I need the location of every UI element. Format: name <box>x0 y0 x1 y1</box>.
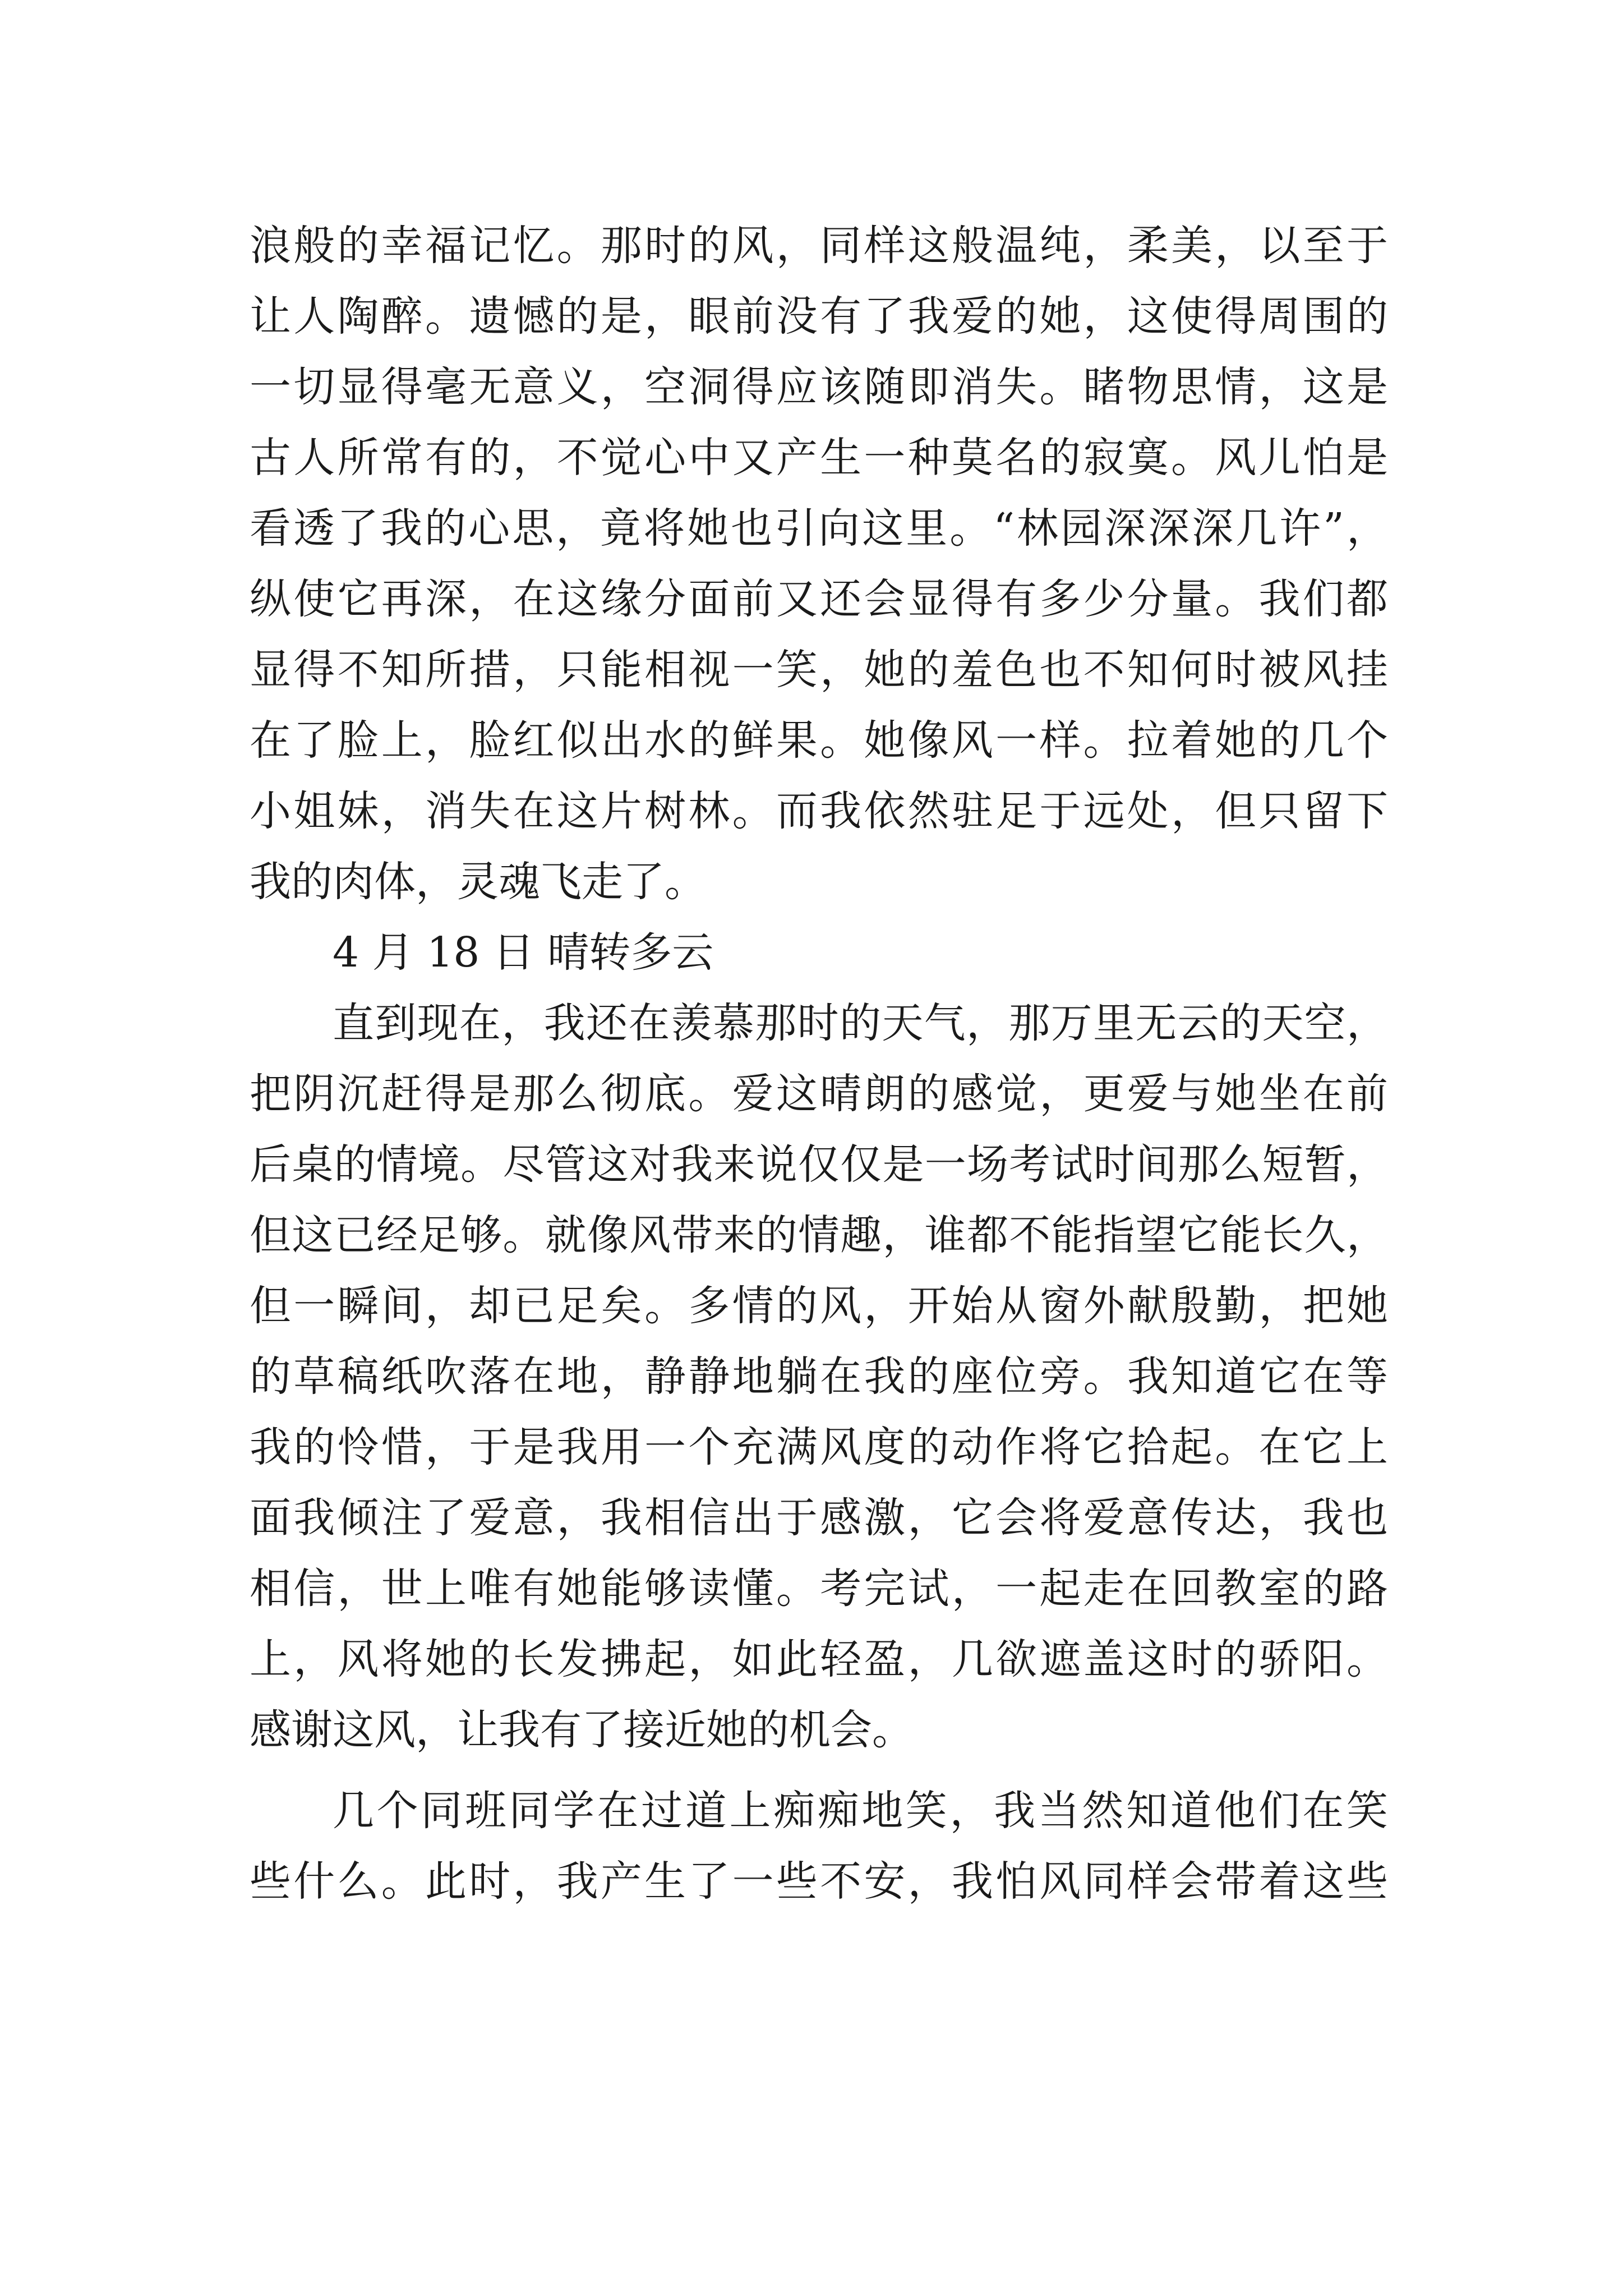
paragraph-gap <box>250 1765 1388 1775</box>
paragraph-2 <box>250 988 1388 1765</box>
date-heading: 4 月 18 日 晴转多云 <box>333 928 714 977</box>
text-line: 我的怜惜，于是我用一个充满风度的动作将它拾起。在它上 <box>250 1423 1388 1471</box>
text-line: 一切显得毫无意义，空洞得应该随即消失。睹物思情，这是 <box>250 363 1388 411</box>
text-line: 小姐妹，消失在这片树林。而我依然驻足于远处，但只留下 <box>250 787 1388 835</box>
text-line: 后桌的情境。尽管这对我来说仅仅是一场考试时间那么短暂， <box>250 1140 1388 1189</box>
text-line: 但这已经足够。就像风带来的情趣，谁都不能指望它能长久， <box>250 1211 1388 1259</box>
text-line: 的草稿纸吹落在地，静静地躺在我的座位旁。我知道它在等 <box>250 1352 1388 1401</box>
document-body <box>250 210 1388 1917</box>
text-line: 我的肉体，灵魂飞走了。 <box>250 858 706 906</box>
text-line: 些什么。此时，我产生了一些不安，我怕风同样会带着这些 <box>250 1857 1388 1906</box>
text-line: 古人所常有的，不觉心中又产生一种莫名的寂寞。风儿怕是 <box>250 434 1388 482</box>
text-line: 显得不知所措，只能相视一笑，她的羞色也不知何时被风挂 <box>250 646 1388 694</box>
text-line: 几个同班同学在过道上痴痴地笑，我当然知道他们在笑 <box>333 1787 1388 1835</box>
text-line: 直到现在，我还在羡慕那时的天气，那万里无云的天空， <box>333 999 1388 1047</box>
text-line: 面我倾注了爱意，我相信出于感激，它会将爱意传达，我也 <box>250 1494 1388 1542</box>
text-line: 纵使它再深，在这缘分面前又还会显得有多少分量。我们都 <box>250 575 1388 623</box>
text-line: 把阴沉赶得是那么彻底。爱这晴朗的感觉，更爱与她坐在前 <box>250 1070 1388 1118</box>
text-line: 让人陶醉。遗憾的是，眼前没有了我爱的她，这使得周围的 <box>250 292 1388 341</box>
text-line: 感谢这风，让我有了接近她的机会。 <box>250 1706 914 1754</box>
text-line: 看透了我的心思，竟将她也引向这里。“林园深深深几许”， <box>250 504 1388 553</box>
text-line: 浪般的幸福记忆。那时的风，同样这般温纯，柔美，以至于 <box>250 222 1388 270</box>
text-line: 相信，世上唯有她能够读懂。考完试，一起走在回教室的路 <box>250 1565 1388 1613</box>
paragraph-1 <box>250 210 1388 917</box>
paragraph-3 <box>250 1775 1388 1917</box>
text-line: 但一瞬间，却已足矣。多情的风，开始从窗外献殷勤，把她 <box>250 1282 1388 1330</box>
text-line: 在了脸上，脸红似出水的鲜果。她像风一样。拉着她的几个 <box>250 716 1388 765</box>
text-line: 上，风将她的长发拂起，如此轻盈，几欲遮盖这时的骄阳。 <box>250 1635 1388 1683</box>
